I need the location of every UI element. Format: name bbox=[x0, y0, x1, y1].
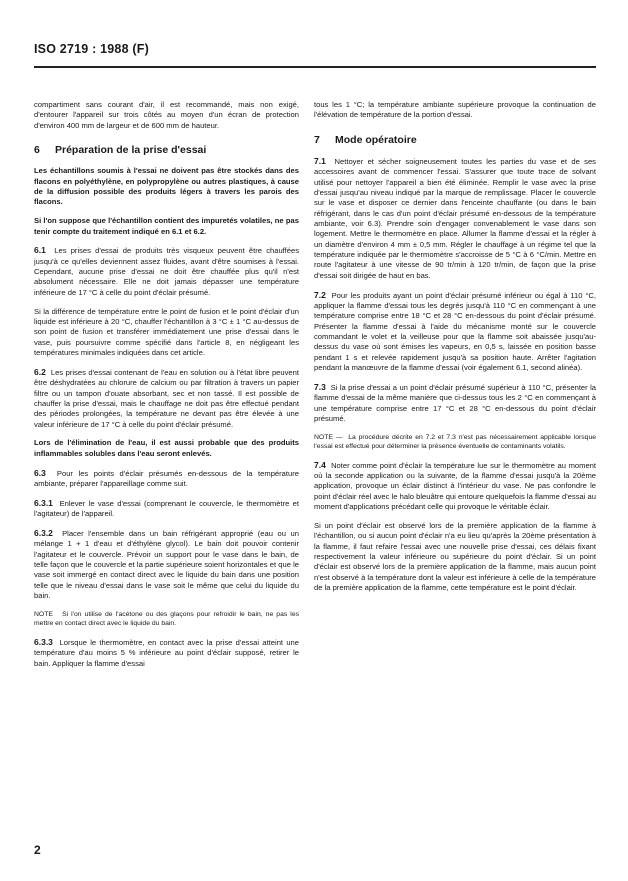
note-text: La procédure décrite en 7.2 et 7.3 n'est pas nécessairement applicable lorsque l'essai est effectué pour déterminer la présence éventuelle de contaminants volatils. bbox=[314, 433, 596, 450]
clause-7-1-number: 7.1 bbox=[314, 156, 326, 167]
clause-7-4-text: Noter comme point d'éclair la température lue sur le thermomètre au moment où la seconde application ou la suivante, de la flamme d'essai jusqu'à la 20ème application, provoque un éclair distinct à l'intérieur du vase. Ne pas confondre le point d'éclair réel avec le halo bleuâtre qui entoure quelquefois la flamme d'essai au moment d'applications précédant celle qui provoque le véritable éclair. bbox=[314, 460, 596, 512]
left-intro-paragraph: compartiment sans courant d'air, il est recommandé, mais non exigé, d'entourer l'appareil sur trois côtés au moyen d'un écran de protection d'environ 400 mm de largeur et de 600 mm de hauteur. bbox=[34, 100, 299, 130]
clause-6-3-2-number: 6.3.2 bbox=[34, 528, 53, 538]
clause-6-2-number: 6.2 bbox=[34, 366, 46, 377]
clause-6-3-2-text: Placer l'ensemble dans un bain réfrigérant approprié (eau ou un mélange 1 + 1 d'eau et d'éthylène glycol). Le bain doit pouvoir contenir l'agitateur et le couvercle. Prévoir un support pour le vase dans le bain, de telle façon que le couvercle et la partie supérieure soient horizontales et que le vase soit immergé en contact direct avec le liquide du bain dans une position telle que le niveau d'essai dans le vase soit le même que celui du liquide du bain. bbox=[34, 529, 299, 601]
paragraph-7-4 bbox=[314, 460, 596, 513]
clause-7-3-number: 7.3 bbox=[314, 381, 326, 392]
clause-6-2-text: Les prises d'essai contenant de l'eau en solution ou à l'état libre peuvent être déshydratées au chlorure de calcium ou par filtration à travers un papier filtre ou un tampon d'ouate absorbant, sec et non tassé. Il est possible de chauffer la prise d'essai, mais le chauffage ne doit pas être effectué pendant des périodes prolongées, la température ne devant pas être élevée à une valeur inférieure de 17 °C à celle du point d'éclair présumé. bbox=[34, 367, 299, 429]
clause-6-3-3-text: Lorsque le thermomètre, en contact avec la prise d'essai atteint une température d'au moins 5 % inférieure au point d'éclair supposé, retirer le bain. Appliquer la flamme d'essai bbox=[34, 637, 299, 668]
bold-paragraph-volatile: Si l'on suppose que l'échantillon contient des impuretés volatiles, ne pas tenir compte du traitement indiqué en 6.1 et 6.2. bbox=[34, 216, 299, 236]
clause-7-4-number: 7.4 bbox=[314, 459, 326, 470]
clause-6-3-1-number: 6.3.1 bbox=[34, 497, 53, 508]
paragraph-6-3-3 bbox=[34, 637, 299, 669]
paragraph-6-3 bbox=[34, 468, 299, 490]
clause-6-1-text: Les prises d'essai de produits très visqueux peuvent être chauffées jusqu'à ce qu'elles deviennent assez fluides, avant d'être soumises à l'essai. Cependant, aucune prise d'essai ne doit être chauffée plus qu'il n'est absolument nécessaire. Elle ne doit jamais dépasser une température inférieure de 17 °C à celle du point d'éclair présumé. bbox=[34, 246, 299, 297]
clause-7-2-text: Pour les produits ayant un point d'éclair présumé inférieur ou égal à 110 °C, appliquer la flamme d'essai tous les degrés jusqu'à 110 °C en commençant à une température comprise entre 18 °C et 28 °C en-dessous du point d'éclair présumé. Présenter la flamme d'essai à l'aide du mécanisme monté sur le couvercle commandant le volet et la veilleuse pour que la flamme soit abaissée jusqu'au-dessus du vase où sont émises les vapeurs, en 0,5 s, laissée en position basse pendant 1 s et relevée rapidement jusqu'à sa position haute. Arrêter l'agitation pendant la manœuvre de la flamme d'essai (voir également 6.1, second alinéa). bbox=[314, 290, 596, 373]
paragraph-7-4-continued: Si un point d'éclair est observé lors de la première application de la flamme à l'échantillon, ou si aucun point d'éclair n'a eu lieu qu'après la 20ème présentation à la flamme, il faut refaire l'essai avec une nouvelle prise d'essai, ces délais fixant respectivement la valeur inférieure ou supérieure du point d'éclair. Si un point d'éclair est observé lors de la première application de la flamme, mais aucun point n'est observé à la température dont la valeur est inférieure à celle de la température de la première application de la flamme, cette température est le point d'éclair. bbox=[314, 520, 596, 592]
clause-6-1-number: 6.1 bbox=[34, 245, 46, 256]
clause-6-3-text: Pour les points d'éclair présumés en-dessous de la température ambiante, préparer l'appareillage comme suit. bbox=[34, 468, 299, 488]
bold-paragraph-storage: Les échantillons soumis à l'essai ne doivent pas être stockés dans des flacons en polyéthylène, en polypropylène ou autres plastiques, à cause de la diffusion possible des produits légers à travers les parois des flacons. bbox=[34, 166, 299, 207]
bold-paragraph-water-removal: Lors de l'élimination de l'eau, il est aussi probable que des produits inflammables solubles dans l'eau seront enlevés. bbox=[34, 438, 299, 458]
note-7-3 bbox=[314, 433, 596, 451]
note-label: NOTE bbox=[34, 610, 53, 618]
note-6-3-2 bbox=[34, 610, 299, 628]
clause-7-1-text: Nettoyer et sécher soigneusement toutes les parties du vase et de ses accessoires avant de commencer l'essai. S'assurer que toute trace de solvant utilisé pour nettoyer l'appareil a bien été éliminée. Remplir le vase avec la prise d'essai jusqu'au niveau indiqué par la marque de remplissage. Placer le couvercle sur le vase et disposer ce dernier dans l'enceinte chauffante (ou dans le bain réfrigérant, dans le cas d'un point d'éclair présumé en-dessous de la température ambiante, voir 6.3). Prendre soin d'engager convenablement le vase dans son logement. Mettre le thermomètre en place. Allumer la flamme d'essai et la régler à un diamètre d'environ 4 mm ± 0,5 mm. Régler le chauffage à un régime tel que la température indiquée par le thermomètre s'accroisse de 5 °C à 6 °C/min. Mettre en route l'agitateur à une vitesse de 90 tr/min à 120 tr/min, de façon que la prise d'essai soit dirigée de haut en bas. bbox=[314, 157, 596, 280]
clause-6-3-1-text: Enlever le vase d'essai (comprenant le couvercle, le thermomètre et l'agitateur) de l'appareil. bbox=[34, 498, 299, 519]
paragraph-6-3-1 bbox=[34, 498, 299, 520]
paragraph-6-1 bbox=[34, 245, 299, 298]
section-6-title: Préparation de la prise d'essai bbox=[55, 144, 207, 157]
right-column bbox=[314, 100, 596, 602]
paragraph-7-3 bbox=[314, 382, 596, 424]
paragraph-7-2 bbox=[314, 290, 596, 374]
paragraph-6-1-continued: Si la différence de température entre le point de fusion et le point d'éclair d'un liquide est inférieure à 20 °C, chauffer l'échantillon à 3 °C ± 1 °C au-dessus de son point de fusion et transférer immédiatement une prise d'essai dans le vase, puis poursuivre comme spécifié dans l'article 8, en négligeant les températures minimales indiquées dans cet article. bbox=[34, 306, 299, 358]
section-6-heading bbox=[34, 145, 299, 155]
header-rule bbox=[34, 66, 596, 68]
clause-7-2-number: 7.2 bbox=[314, 289, 326, 300]
document-header: ISO 2719 : 1988 (F) bbox=[34, 42, 149, 56]
clause-6-3-3-number: 6.3.3 bbox=[34, 636, 53, 647]
paragraph-7-1 bbox=[314, 156, 596, 281]
clause-7-3-text: Si la prise d'essai a un point d'éclair présumé supérieur à 110 °C, présenter la flamme d'essai de la même manière que ci-dessus tous les 2 °C en commençant à une température comprise entre 17 °C et 28 °C en-dessous du point d'éclair présumé. bbox=[314, 382, 596, 423]
clause-6-3-number: 6.3 bbox=[34, 467, 46, 478]
left-column bbox=[34, 100, 299, 677]
section-6-number: 6 bbox=[34, 144, 40, 157]
paragraph-6-2 bbox=[34, 367, 299, 430]
right-intro-paragraph: tous les 1 °C; la température ambiante supérieure provoque la continuation de l'élévation de température de la portion d'essai. bbox=[314, 100, 596, 120]
page-number: 2 bbox=[34, 843, 41, 857]
paragraph-6-3-2 bbox=[34, 528, 299, 601]
section-7-number: 7 bbox=[314, 133, 320, 146]
section-7-title: Mode opératoire bbox=[335, 133, 417, 146]
note-text: Si l'on utilise de l'acétone ou des glaçons pour refroidir le bain, ne pas les mettre en contact direct avec le liquide du bain. bbox=[34, 610, 299, 628]
section-7-heading bbox=[314, 135, 596, 145]
note-label: NOTE — bbox=[314, 433, 343, 441]
